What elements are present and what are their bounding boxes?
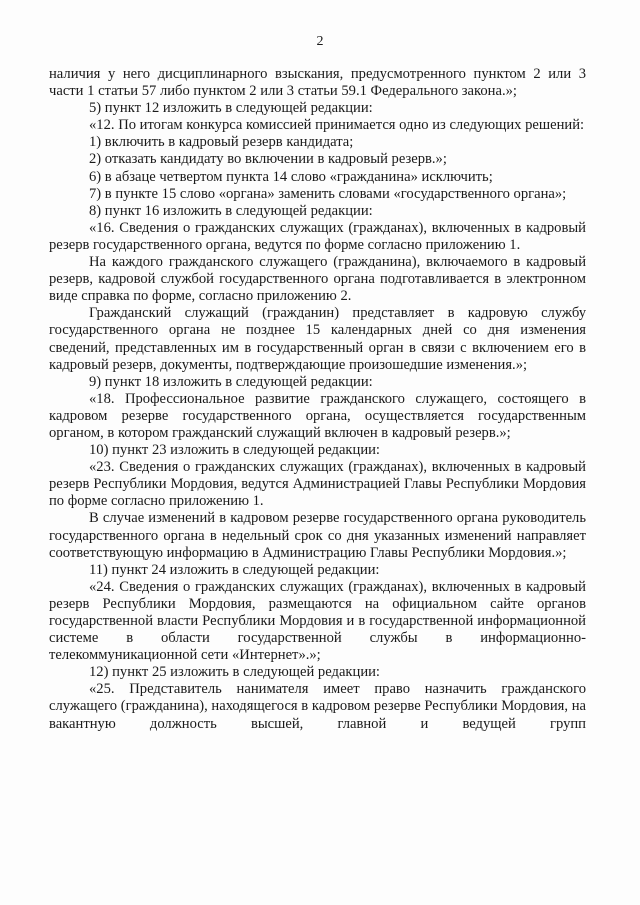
paragraph: «18. Профессиональное развитие гражданского служащего, состоящего в кадровом резерве государственного органа, осуществляется государственным органом, в котором гражданский служащий включен в кадровый резерв.»; xyxy=(49,390,586,441)
paragraph: «12. По итогам конкурса комиссией принимается одно из следующих решений: xyxy=(89,117,585,134)
paragraph: «23. Сведения о гражданских служащих (гражданах), включенных в кадровый резерв Республики Мордовия, ведутся Администрацией Главы Республики Мордовия по форме согласно приложению 1. xyxy=(49,459,586,510)
paragraph: 9) пункт 18 изложить в следующей редакции: xyxy=(89,373,373,390)
paragraph: 1) включить в кадровый резерв кандидата; xyxy=(89,134,354,151)
paragraph: 10) пункт 23 изложить в следующей редакции: xyxy=(89,442,380,459)
paragraph: «25. Представитель нанимателя имеет право назначить гражданского служащего (гражданина), находящегося в кадровом резерве Республики Мордовия, на вакантную должность высшей, главной и ведущей групп xyxy=(49,681,586,732)
paragraph: «24. Сведения о гражданских служащих (гражданах), включенных в кадровый резерв Республики Мордовия, размещаются на официальном сайте органов государственной власти Республики Мордовия и в государственной информационной системе в области государственной службы в информационно-телекоммуникационной сети «Интернет».»; xyxy=(49,578,586,664)
paragraph: 6) в абзаце четвертом пункта 14 слово «гражданина» исключить; xyxy=(89,168,493,185)
paragraph: 7) в пункте 15 слово «органа» заменить словами «государственного органа»; xyxy=(89,185,567,202)
paragraph: Гражданский служащий (гражданин) представляет в кадровую службу государственного органа не позднее 15 календарных дней со дня изменения сведений, представленных им в государственный орган в связи с включением его в кадровый резерв, документы, подтверждающие произошедшие изменения.»; xyxy=(49,305,586,373)
paragraph: 2) отказать кандидату во включении в кадровый резерв.»; xyxy=(89,151,447,168)
paragraph: В случае изменений в кадровом резерве государственного органа руководитель государственного органа в недельный срок со дня указанных изменений направляет соответствующую информацию в Администрацию Главы Республики Мордовия.»; xyxy=(49,510,586,561)
paragraph: 8) пункт 16 изложить в следующей редакции: xyxy=(89,202,373,219)
paragraph: На каждого гражданского служащего (гражданина), включаемого в кадровый резерв, кадровой службой государственного органа подготавливается в электронном виде справка по форме, согласно приложению 2. xyxy=(49,254,586,305)
paragraph: наличия у него дисциплинарного взыскания, предусмотренного пунктом 2 или 3 части 1 статьи 57 либо пунктом 2 или 3 статьи 59.1 Федерального закона.»; xyxy=(49,66,586,100)
paragraph: 5) пункт 12 изложить в следующей редакции: xyxy=(89,100,373,117)
paragraph: 11) пункт 24 изложить в следующей редакции: xyxy=(89,561,380,578)
paragraph: 12) пункт 25 изложить в следующей редакции: xyxy=(89,664,380,681)
document-body xyxy=(49,66,586,733)
paragraph: «16. Сведения о гражданских служащих (гражданах), включенных в кадровый резерв государственного органа, ведутся по форме согласно приложению 1. xyxy=(49,219,586,253)
page-number: 2 xyxy=(316,34,324,49)
